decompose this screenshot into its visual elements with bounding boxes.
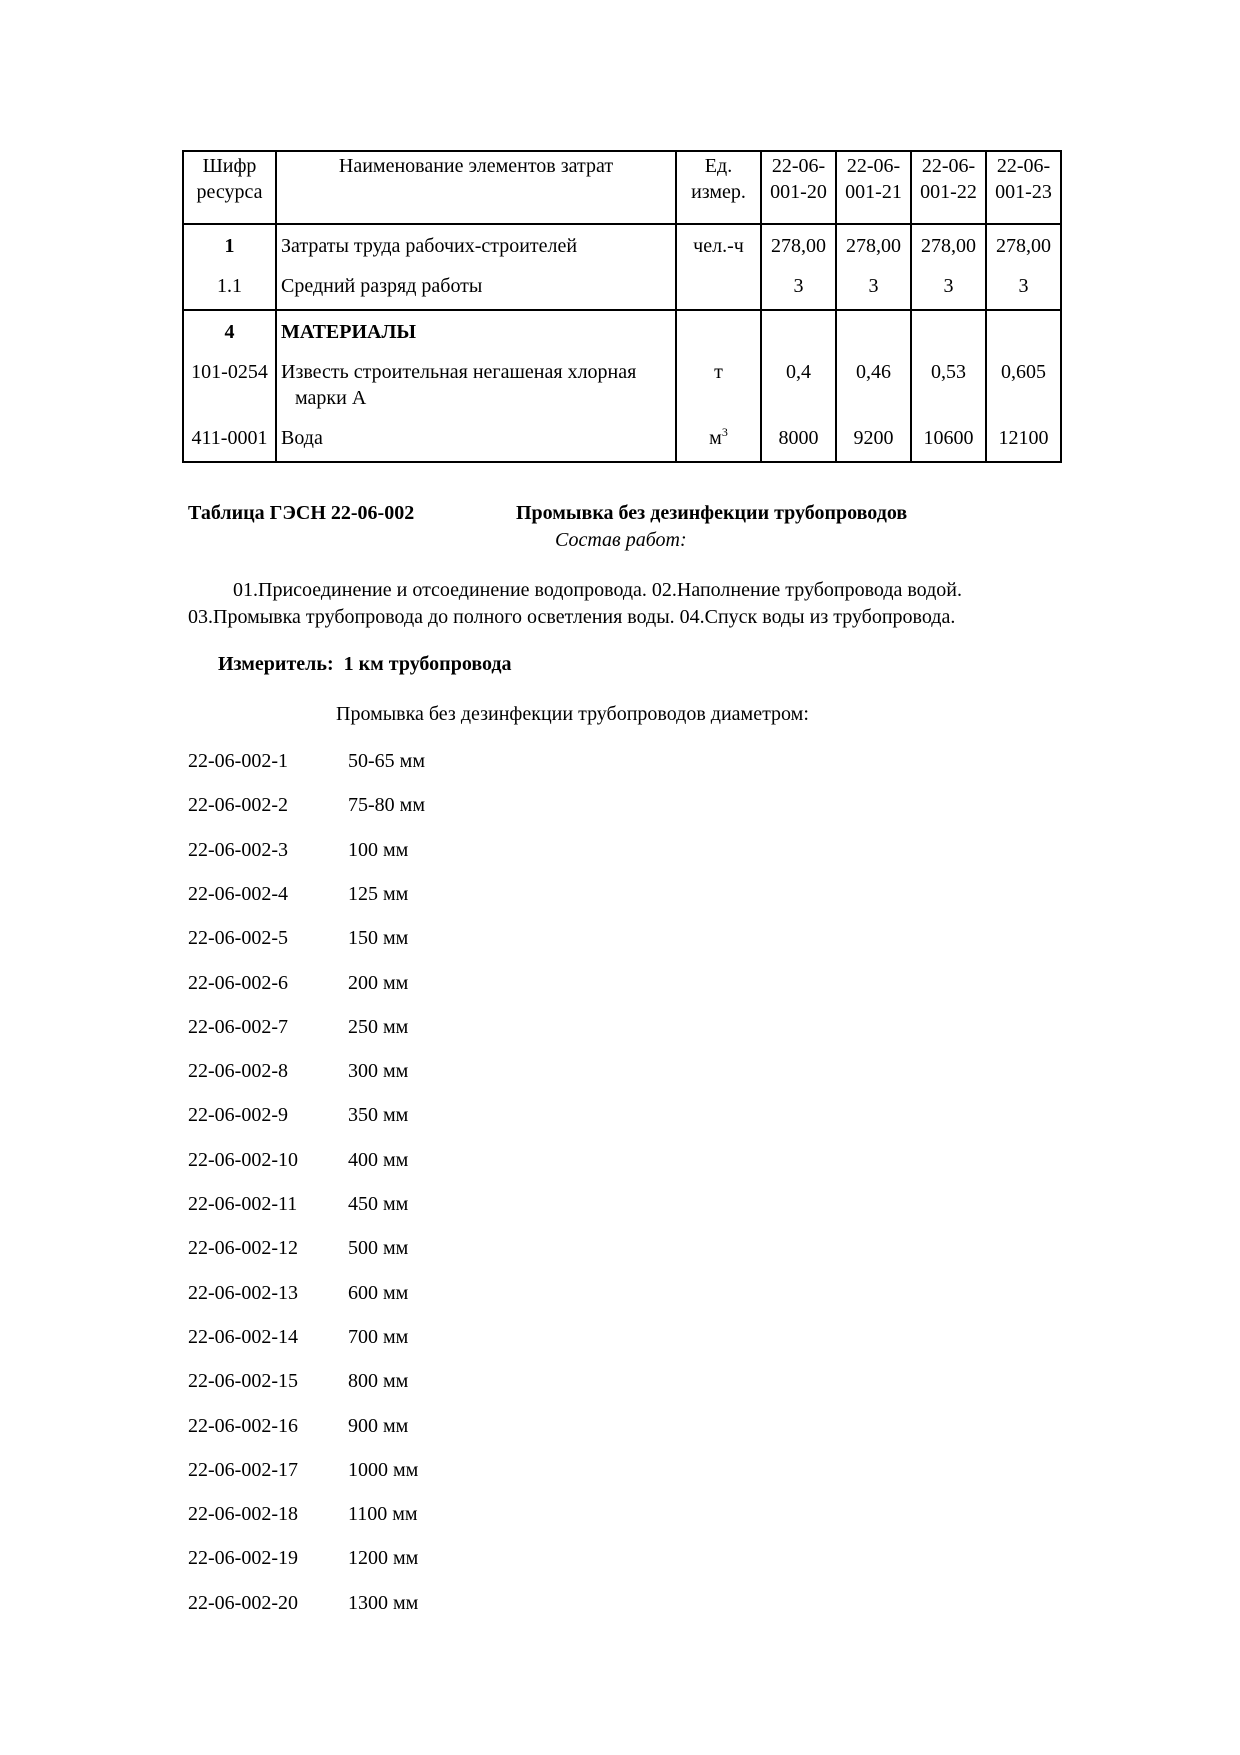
item-diameter: 75-80 мм xyxy=(348,794,425,817)
item-diameter: 50-65 мм xyxy=(348,750,425,772)
item-code: 22-06-002-17 xyxy=(188,1458,298,1481)
item-diameter: 200 мм xyxy=(348,971,409,994)
item-code: 22-06-002-3 xyxy=(188,838,288,861)
meter xyxy=(218,651,512,677)
item-diameter: 300 мм xyxy=(348,1060,409,1083)
item-code: 22-06-002-15 xyxy=(188,1370,298,1393)
item-diameter: 100 мм xyxy=(348,838,409,861)
meter-value: 1 км трубопровода xyxy=(343,653,512,675)
item-diameter: 1200 мм xyxy=(348,1547,419,1570)
item-diameter: 1000 мм xyxy=(348,1458,419,1481)
item-diameter: 450 мм xyxy=(348,1193,409,1215)
header-col-23: 22-06- 001-23 xyxy=(986,151,1061,224)
item-diameter: 1300 мм xyxy=(348,1591,419,1614)
header-unit: Ед. измер. xyxy=(676,151,761,224)
item-code: 22-06-002-18 xyxy=(188,1503,298,1526)
item-diameter: 250 мм xyxy=(348,1015,409,1038)
item-code: 22-06-002-19 xyxy=(188,1547,298,1570)
list-item xyxy=(0,1324,1240,1350)
item-code: 22-06-002-11 xyxy=(188,1193,298,1215)
list-item xyxy=(0,1014,1240,1040)
list-item xyxy=(0,792,1240,818)
composition-heading: Состав работ: xyxy=(555,529,687,551)
item-diameter: 900 мм xyxy=(348,1414,409,1437)
meter-label: Измеритель: xyxy=(218,653,334,675)
composition-line-1: 01.Присоединение и отсоединение водопровода. 02.Наполнение трубопровода водой. xyxy=(233,579,962,601)
table-header-row xyxy=(183,151,1061,224)
list-item xyxy=(0,881,1240,907)
item-diameter: 600 мм xyxy=(348,1281,409,1304)
item-code: 22-06-002-16 xyxy=(188,1414,298,1437)
item-diameter: 500 мм xyxy=(348,1237,409,1260)
header-name: Наименование элементов затрат xyxy=(276,151,676,224)
item-diameter: 350 мм xyxy=(348,1104,409,1127)
item-diameter: 400 мм xyxy=(348,1148,409,1171)
list-item xyxy=(0,1058,1240,1084)
item-code: 22-06-002-1 xyxy=(188,750,288,772)
list-subtitle: Промывка без дезинфекции трубопроводов диаметром: xyxy=(336,703,809,725)
table-label: Таблица ГЭСН 22-06-002 xyxy=(188,502,415,524)
item-diameter: 800 мм xyxy=(348,1370,409,1393)
item-code: 22-06-002-12 xyxy=(188,1237,298,1260)
list-item xyxy=(0,1501,1240,1527)
table-row: 411-0001 Вода $м^3$ 8000 9200 10600 12100 xyxy=(183,411,1061,462)
item-code: 22-06-002-10 xyxy=(188,1148,298,1171)
table-row: 1.1 Средний разряд работы 3 3 3 3 xyxy=(183,259,1061,310)
table-row: 4 МАТЕРИАЛЫ xyxy=(183,310,1061,345)
list-item xyxy=(0,1235,1240,1261)
list-item xyxy=(0,748,1240,774)
section-title: Промывка без дезинфекции трубопроводов xyxy=(516,502,908,524)
item-code: 22-06-002-8 xyxy=(188,1060,288,1083)
composition-line-2: 03.Промывка трубопровода до полного осветления воды. 04.Спуск воды из трубопровода. xyxy=(188,606,956,628)
item-diameter: 150 мм xyxy=(348,927,409,950)
list-item xyxy=(0,1191,1240,1217)
list-item xyxy=(0,1590,1240,1616)
item-code: 22-06-002-6 xyxy=(188,971,288,994)
item-code: 22-06-002-9 xyxy=(188,1104,288,1127)
item-code: 22-06-002-14 xyxy=(188,1325,298,1348)
item-diameter: 1100 мм xyxy=(348,1503,418,1526)
header-code: Шифр ресурса xyxy=(183,151,276,224)
item-code: 22-06-002-5 xyxy=(188,927,288,950)
header-col-20: 22-06- 001-20 xyxy=(761,151,836,224)
item-code: 22-06-002-20 xyxy=(188,1591,298,1614)
item-diameter: 125 мм xyxy=(348,882,409,905)
list-item xyxy=(0,1102,1240,1128)
list-item xyxy=(0,1147,1240,1173)
item-diameter: 700 мм xyxy=(348,1325,409,1348)
list-item xyxy=(0,1457,1240,1483)
item-code: 22-06-002-7 xyxy=(188,1015,288,1038)
list-item xyxy=(0,1545,1240,1571)
item-code: 22-06-002-13 xyxy=(188,1281,298,1304)
list-item xyxy=(0,925,1240,951)
table-row: 1 Затраты труда рабочих-строителей чел.-ч 278,00 278,00 278,00 278,00 xyxy=(183,224,1061,259)
header-col-22: 22-06- 001-22 xyxy=(911,151,986,224)
list-item xyxy=(0,1368,1240,1394)
header-col-21: 22-06- 001-21 xyxy=(836,151,911,224)
item-code: 22-06-002-4 xyxy=(188,882,288,905)
resource-table xyxy=(182,150,1062,463)
item-code: 22-06-002-2 xyxy=(188,794,288,817)
list-item xyxy=(0,837,1240,863)
table-row: 101-0254 Известь строительная негашеная хлорная марки А т 0,4 0,46 0,53 0,605 xyxy=(183,345,1061,411)
list-item xyxy=(0,1280,1240,1306)
list-item xyxy=(0,1413,1240,1439)
list-item xyxy=(0,970,1240,996)
